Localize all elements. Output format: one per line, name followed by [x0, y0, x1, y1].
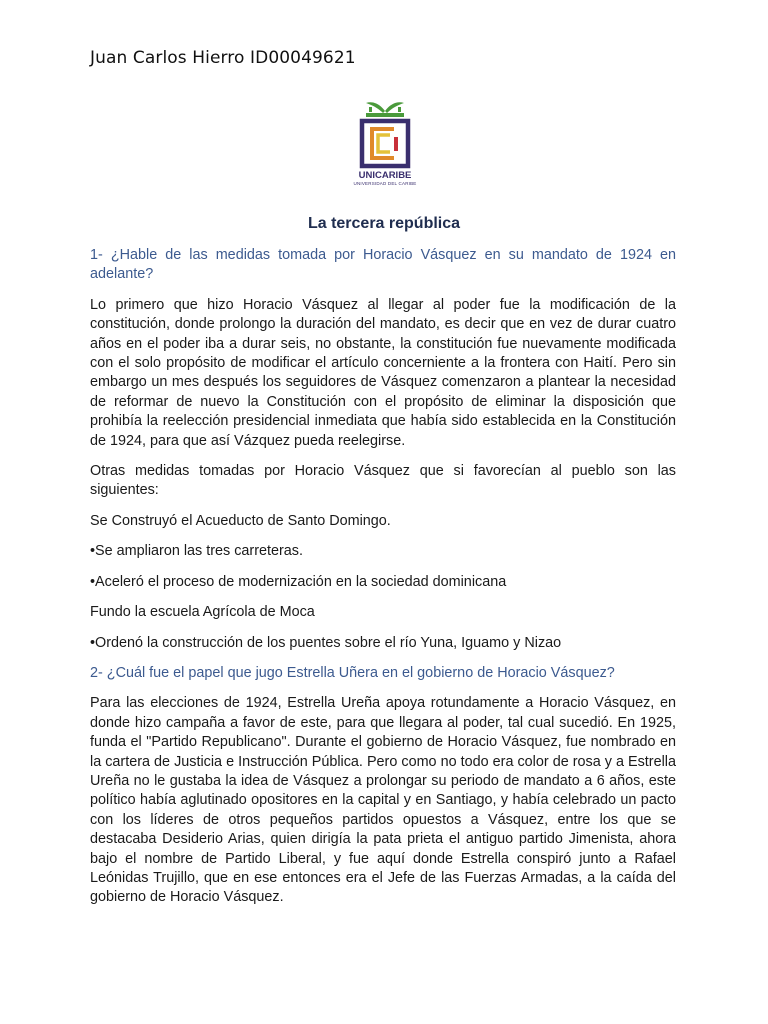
logo-subtitle: UNIVERSIDAD DEL CARIBE — [353, 181, 417, 186]
author-name: Juan Carlos Hierro ID00049621 — [90, 48, 356, 68]
question-1: 1- ¿Hable de las medidas tomada por Horacio Vásquez en su mandato de 1924 en adelante? — [90, 247, 676, 283]
document-title: La tercera república — [307, 215, 461, 232]
list-item: Se Construyó el Acueducto de Santo Domingo. — [90, 512, 391, 529]
list-item: •Aceleró el proceso de modernización en la sociedad dominicana — [90, 573, 507, 590]
answer-1-paragraph-1: Lo primero que hizo Horacio Vásquez al llegar al poder fue la modificación de la constitución, donde prolongo la duración del mandato, es decir que en vez de durar cuatro años en el poder iba a durar seis, no obstante, la constitución fue nuevamente modificada con el solo propósito de modificar el artículo concerniente a la frontera con Haití. Pero sin embargo un mes después los seguidores de Vásquez comenzaron a plantear la necesidad de reformar de nuevo la Constitución con el propósito de eliminar la disposición que prohibía la reelección presidencial inmediata que había sido establecida en la Constitución de 1924, para que así Vázquez pueda reelegirse. — [90, 296, 676, 449]
answer-2-paragraph: Para las elecciones de 1924, Estrella Ureña apoya rotundamente a Horacio Vásquez, en donde hizo campaña a favor de este, para que llegara al poder, tal cual sucedió. En 1925, funda el "Partido Republicano". Durante el gobierno de Horacio Vásquez, fue nombrado en la cartera de Justicia e Instrucción Pública. Pero como no todo era color de rosa y a Estrella Ureña no le gustaba la idea de Vásquez a prolongar su periodo de mandato a 6 años, este político había aglutinado opositores en la capital y en Santiago, y había celebrado un pacto con los líderes de otros pequeños partidos opuestos a Vásquez, entre los que se destacaba Desiderio Arias, quien dirigía la pata prieta el antiguo partido Jimenista, ahora bajo el nombre de Partido Liberal, y fue aquí donde Estrella conspiró junto a Rafael Leónidas Trujillo, que en ese entonces era el Jefe de las Fuerzas Armadas, a la caída del gobierno de Horacio Vásquez. — [90, 695, 676, 906]
document-body — [90, 246, 676, 919]
question-2: 2- ¿Cuál fue el papel que jugo Estrella Uñera en el gobierno de Horacio Vásquez? — [90, 664, 615, 681]
list-item: Fundo la escuela Agrícola de Moca — [90, 604, 315, 621]
list-item: •Se ampliaron las tres carreteras. — [90, 543, 303, 560]
list-item: •Ordenó la construcción de los puentes sobre el río Yuna, Iguamo y Nizao — [90, 634, 562, 651]
answer-1-paragraph-2: Otras medidas tomadas por Horacio Vásquez que si favorecían al pueblo son las siguientes: — [90, 463, 676, 499]
logo-wordmark: UNICARIBE — [358, 170, 412, 181]
